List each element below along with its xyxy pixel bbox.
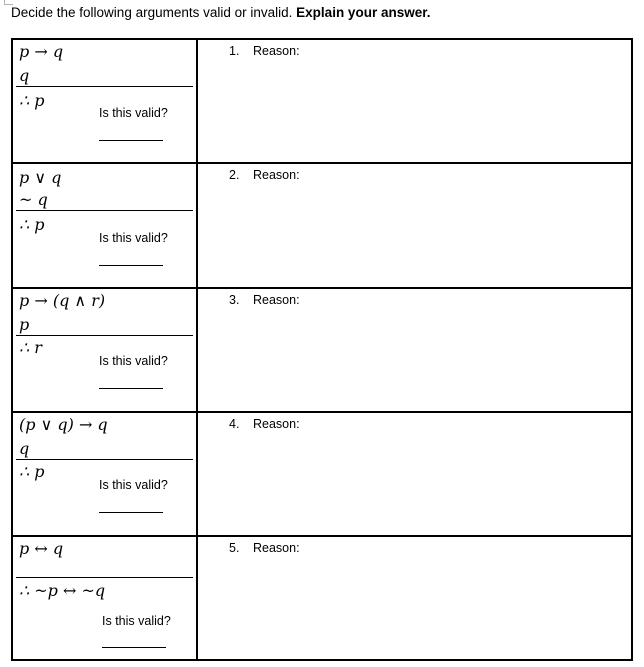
valid-question: Is this valid?: [99, 478, 168, 492]
premise-2: q: [19, 439, 30, 458]
problem-row: [12, 163, 632, 288]
argument-cell: [12, 536, 197, 660]
premise-1: (p ∨ q) → q: [19, 415, 108, 434]
conclusion: ∴ ~p ↔ ~q: [19, 581, 106, 600]
premise-1: p ∨ q: [19, 168, 62, 187]
reason-label: [229, 541, 300, 555]
argument-cell: [12, 39, 197, 163]
reason-text: Reason:: [253, 44, 300, 58]
premise-1: p ↔ q: [19, 539, 64, 558]
problem-number: 5.: [229, 541, 240, 555]
argument-cell: [12, 288, 197, 412]
valid-question: Is this valid?: [99, 106, 168, 120]
problem-number: 2.: [229, 168, 240, 182]
problem-number: 3.: [229, 293, 240, 307]
conclusion-rule: [16, 86, 193, 87]
valid-question: Is this valid?: [102, 614, 171, 628]
problem-number: 4.: [229, 417, 240, 431]
answer-blank[interactable]: [99, 388, 163, 389]
reason-cell[interactable]: [197, 412, 632, 536]
reason-label: [229, 44, 300, 58]
instructions: [11, 5, 430, 20]
reason-label: [229, 293, 300, 307]
argument-cell: [12, 412, 197, 536]
instructions-text: Decide the following arguments valid or invalid.: [11, 5, 293, 20]
reason-cell[interactable]: [197, 536, 632, 660]
conclusion-rule: [16, 335, 193, 336]
answer-blank[interactable]: [99, 265, 163, 266]
reason-cell[interactable]: [197, 39, 632, 163]
conclusion-rule: [16, 577, 193, 578]
conclusion-rule: [16, 459, 193, 460]
reason-text: Reason:: [253, 417, 300, 431]
problem-number: 1.: [229, 44, 240, 58]
reason-label: [229, 168, 300, 182]
answer-blank[interactable]: [102, 647, 166, 648]
problem-row: [12, 412, 632, 536]
instructions-emphasis: Explain your answer.: [296, 5, 431, 20]
problem-row: [12, 39, 632, 163]
conclusion: ∴ p: [19, 91, 45, 110]
valid-question: Is this valid?: [99, 354, 168, 368]
argument-cell: [12, 163, 197, 288]
reason-text: Reason:: [253, 293, 300, 307]
reason-cell[interactable]: [197, 163, 632, 288]
reason-text: Reason:: [253, 168, 300, 182]
premise-2: p: [19, 315, 30, 334]
premise-1: p → q: [19, 42, 64, 61]
answer-blank[interactable]: [99, 512, 163, 513]
reason-label: [229, 417, 300, 431]
conclusion: ∴ p: [19, 215, 45, 234]
problem-row: [12, 288, 632, 412]
conclusion-rule: [16, 210, 193, 211]
premise-2: q: [19, 66, 30, 85]
premise-1: p → (q ∧ r): [19, 291, 106, 310]
conclusion: ∴ r: [19, 338, 42, 357]
valid-question: Is this valid?: [99, 231, 168, 245]
reason-cell[interactable]: [197, 288, 632, 412]
argument-table: [11, 38, 633, 661]
premise-2: ~ q: [19, 190, 48, 209]
conclusion: ∴ p: [19, 462, 45, 481]
reason-text: Reason:: [253, 541, 300, 555]
answer-blank[interactable]: [99, 140, 163, 141]
problem-row: [12, 536, 632, 660]
